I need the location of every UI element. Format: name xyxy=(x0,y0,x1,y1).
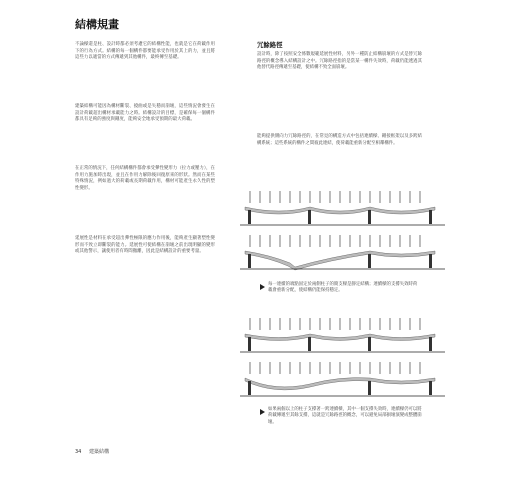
body-paragraph: 延展性是材料在承受超出彈性極限的應力作用後，能夠產生顯著塑性變形而不致立即斷裂的能力。延展性可使結構在崩壞之前出現明顯的變形或其他警示，讓使用者有時間撤離，因此是結構設計的重要考量。 xyxy=(75,236,215,255)
body-paragraph: 在正常的情況下，任何結構構件都會承受彈性變形力（拉力或壓力），在作用力施加時出現，並且在作用力解除後回復原來的形狀。然而在某些特殊情況，例如過大的荷載或長期荷載作用，構材可能產生永久性的塑性變形。 xyxy=(75,166,215,191)
page-footer xyxy=(75,448,115,455)
section-heading: 冗餘路徑 xyxy=(257,41,283,49)
beam-load-diagram-2 xyxy=(240,312,445,407)
page-title: 結構規畫 xyxy=(75,18,119,31)
caption-arrow xyxy=(260,409,265,415)
deflected-beam-1 xyxy=(245,207,435,214)
failed-beam-1 xyxy=(245,251,435,270)
figure-caption: 如果兩個以上的柱子支撐著一跨連續樑，其中一個支撐失效時，連續樑仍可以將荷載傳遞至其餘支撐，這就是冗餘路徑的概念，可以避免局部損壞演變成整體崩壞。 xyxy=(268,407,422,425)
body-paragraph: 能夠提供側向力冗餘路徑的，在常見的構造方式中包括連續樑、剛接框架以及多跨結構系統；這些系統的構件之間彼此連結，使荷載能重新分配至相鄰構件。 xyxy=(257,134,422,146)
beam-load-diagram-1 xyxy=(240,185,445,280)
load-arrows-1 xyxy=(250,191,420,203)
body-paragraph: 設計時，除了按照安全係數規範延展性材料，另外一種防止結構崩壞的方式是替冗餘路徑的概念導入結構設計之中。冗餘路徑指的是當某一構件失效時，荷載仍能透過其他替代路徑傳遞至基礎，使結構不致全面崩壞。 xyxy=(257,52,422,71)
caption-arrow xyxy=(260,284,265,290)
redistributed-beam-2 xyxy=(245,378,435,390)
deflected-beam-2 xyxy=(245,334,435,341)
figure-caption: 每一連續的端點固定於兩側柱子的簡支樑是靜定結構；連續樑的支撐失效時荷載會重新分配，使結構仍能保持穩定。 xyxy=(268,282,418,294)
body-paragraph: 不論樑還是柱、設計時都必須考慮它的結構性能，也就是它在荷載作用下的行為方式。結構的每一個構件都要能承受作用於其上的力，並且將這些力以適當的方式傳遞到其他構件，最終傳至基礎。 xyxy=(75,42,215,61)
page-number: 34 xyxy=(75,449,82,455)
body-paragraph: 建築結構可能因為構材斷裂、撓曲或是失穩而崩壞，這些情況會發生在設計荷載超出構材承載能力之時。結構設計的目標，是確保每一個構件都具有足夠的強度與剛度，能夠安全地承受預期的最大荷載。 xyxy=(75,104,215,123)
section-name: 建築結構 xyxy=(88,449,109,455)
